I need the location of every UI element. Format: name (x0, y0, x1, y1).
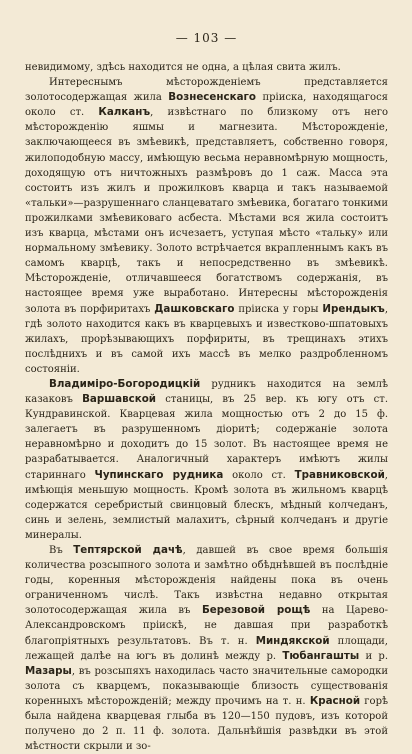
page-number: — 103 — (175, 31, 238, 45)
bold-place-name: Варшавской (82, 393, 157, 406)
bold-place-name: Ирендыкъ (322, 302, 385, 315)
page-body-text (25, 60, 388, 754)
bold-place-name: Владиміро-Богородицкій (49, 377, 201, 390)
bold-place-name: Березовой рощѣ (201, 604, 311, 617)
text-run: Въ (49, 545, 74, 556)
text-run: , гдѣ золото находится какъ въ кварцевыхъ и известково-шпатовыхъ жилахъ, прорѣзывающихъ порфириты, въ трещинахъ этихъ послѣднихъ и въ самой ихъ массѣ въ мелко раздробленномъ состояніи. (25, 303, 388, 375)
paragraph (25, 60, 388, 75)
paragraph (25, 75, 388, 377)
text-run: прiиска, находящагося около ст. (25, 92, 388, 119)
paragraph (25, 543, 388, 754)
text-run: , имѣющія меньшую мощность. Кромѣ золота въ жильномъ кварцѣ содержатся серебристый свинцовый блескъ, мѣдный колчеданъ, синь и зелень, землистый малахитъ, сѣрный колчеданъ и другіе минералы. (25, 469, 388, 541)
text-run: на Царево-Александровскомъ прiискѣ, не давшая при разработкѣ благопріятныхъ результатовъ. Въ т. н. (25, 605, 388, 647)
bold-place-name: Красной (309, 694, 361, 707)
text-run: прiиска у горы (234, 303, 323, 315)
text-run: , извѣстнаго по близкому отъ него мѣсторожденію яшмы и магнезита. Мѣсторожденіе, заключающееся въ змѣевикѣ, представляетъ, собственно говоря, жилоподобную массу, имѣющую весьма неравномѣрную мощность, доходящую отъ ничтожныхъ размѣровъ до 1 саж. Масса эта состоитъ изъ жилъ и прожилковъ кварца и такъ называемой «тальки»—разрушеннаго сланцеватаго змѣевика, богатаго тонкими прожилками змѣевиковаго асбеста. Мѣстами вся жила состоитъ изъ кварца, мѣстами онъ исчезаетъ, уступая мѣсто «тальку» или нормальному змѣевику. Золото встрѣчается вкрапленнымъ какъ въ самомъ кварцѣ, такъ и непосредственно въ змѣевикѣ. Мѣсторожденіе, отличавшееся богатствомъ содержанія, въ настоящее время уже выработано. Интересны мѣсторожденія золота въ порфиритахъ (25, 107, 388, 315)
bold-place-name: Тептярской дачѣ (73, 544, 183, 556)
text-run: площади, лежащей далѣе на югъ въ долинѣ между р. (25, 635, 388, 662)
text-run: и р. (359, 650, 388, 662)
bold-place-name: Травниковской (294, 468, 385, 481)
text-run: горѣ была найдена кварцевая глыба въ 120—150 пудовъ, изъ которой получено до 2 п. 11 ф. золота. Дальнѣйшія развѣдки въ этой мѣстности скрыли и зо- (25, 695, 389, 753)
bold-place-name: Тюбангашты (282, 649, 360, 662)
bold-place-name: Чупинскаго рудника (94, 468, 224, 481)
text-run: , давшей въ свое время большія количества розсыпного золота и замѣтно обѣднѣвшей въ послѣдніе годы, коренныя мѣсторожденія найдены пока въ очень ограниченномъ числѣ. Такъ извѣстна недавно открытая золотосодержащая жила въ (25, 545, 388, 617)
text-run: рудникъ находится на землѣ казаковъ (25, 378, 388, 406)
text-run: станицы, въ 25 вер. къ югу отъ ст. Кундравинской. Кварцевая жила мощностью отъ 2 до 15 ф. залегаетъ въ разрушенномъ діоритѣ; содержаніе золота неравномѣрно и доходитъ до 15 золот. Въ настоящее время не разрабатывается. Аналогичный характеръ имѣютъ жилы стариннаго (25, 394, 388, 481)
bold-place-name: Миндякской (255, 634, 330, 647)
text-run: невидимому, здѣсь находится не одна, а цѣлая свита жилъ. (25, 62, 341, 73)
bold-place-name: Калканъ (98, 106, 151, 119)
text-run: Интереснымъ мѣсторожденіемъ представляется золотосодержащая жила (25, 77, 388, 104)
text-run: , въ розсыпяхъ находилась часто значительные самородки золота съ кварцемъ, показывающіе близость существованія коренныхъ мѣсторожденій; между прочимъ на т. н. (25, 665, 388, 707)
bold-place-name: Вознесенскаго (168, 91, 256, 104)
paragraph (25, 377, 388, 543)
text-run: около ст. (223, 469, 295, 481)
bold-place-name: Дашковскаго (154, 302, 235, 315)
bold-place-name: Мазары (25, 664, 72, 677)
